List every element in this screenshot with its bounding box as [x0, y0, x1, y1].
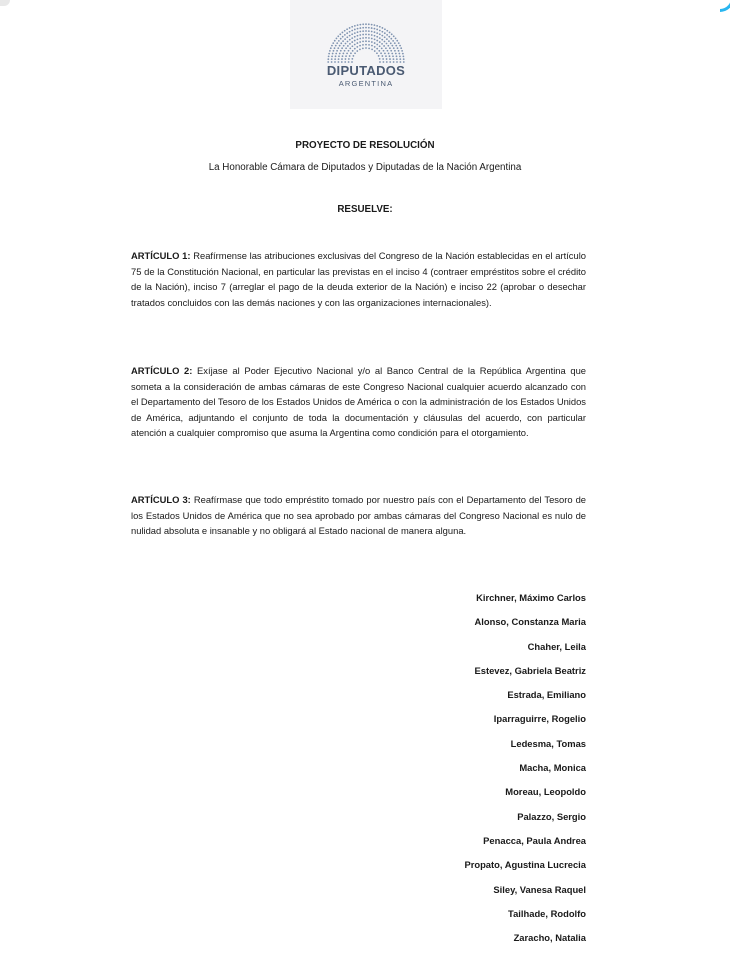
signer-name: Siley, Vanesa Raquel	[493, 883, 586, 895]
article-1	[131, 248, 586, 310]
corner-mark	[0, 0, 10, 6]
article-3	[131, 492, 586, 539]
signer-name: Estevez, Gabriela Beatriz	[474, 664, 586, 676]
corner-accent	[720, 0, 730, 12]
article-2-text: Exíjase al Poder Ejecutivo Nacional y/o al Banco Central de la República Argentina que someta a la consideración de ambas cámaras de este Congreso Nacional cualquier acuerdo alcanzado con el Departamento del Tesoro de los Estados Unidos de América o con la administración de los Estados Unidos de América, adjuntando el conjunto de toda la documentación y cláusulas del acuerdo, con particular atención a cualquier compromiso que asuma la Argentina como condición para el otorgamiento.	[131, 365, 587, 439]
signer-name: Penacca, Paula Andrea	[483, 834, 586, 846]
resolves-heading: RESUELVE:	[337, 204, 393, 215]
signers-list	[464, 590, 586, 954]
signer-name: Zaracho, Natalia	[513, 932, 586, 944]
signer-name: Palazzo, Sergio	[517, 810, 586, 822]
article-2-heading: ARTÍCULO 2:	[131, 365, 193, 376]
signer-name: Tailhade, Rodolfo	[508, 907, 586, 919]
article-1-text: Reafírmense las atribuciones exclusivas del Congreso de la Nación establecidas en el artículo 75 de la Constitución Nacional, en particular las previstas en el inciso 4 (contraer empréstitos sobre el crédito de la Nación), inciso 7 (arreglar el pago de la deuda exterior de la Nación) e inciso 22 (aprobar o desechar tratados concluidos con las demás naciones y con las organizaciones internacionales).	[131, 250, 587, 308]
signer-name: Alonso, Constanza Maria	[474, 616, 586, 628]
signer-name: Macha, Monica	[519, 762, 586, 774]
article-1-heading: ARTÍCULO 1:	[131, 250, 191, 261]
signer-name: Propato, Agustina Lucrecia	[464, 859, 586, 871]
signer-name: Iparraguirre, Rogelio	[493, 713, 586, 725]
signer-name: Chaher, Leila	[527, 640, 586, 652]
document-subtitle: La Honorable Cámara de Diputados y Diputadas de la Nación Argentina	[208, 162, 522, 173]
document-title: PROYECTO DE RESOLUCIÓN	[295, 140, 435, 151]
signer-name: Ledesma, Tomas	[510, 737, 586, 749]
signer-name: Kirchner, Máximo Carlos	[476, 592, 586, 603]
diputados-logo	[290, 0, 442, 109]
logo-name: DIPUTADOS	[326, 63, 406, 78]
signer-name: Estrada, Emiliano	[507, 689, 586, 701]
logo-country: ARGENTINA	[338, 79, 394, 88]
hemicycle-icon	[326, 20, 406, 64]
article-3-text: Reafírmase que todo empréstito tomado por nuestro país con el Departamento del Tesoro de los Estados Unidos de América que no sea aprobado por ambas cámaras del Congreso Nacional es nulo de nulidad absoluta e insanable y no obligará al Estado nacional de manera alguna.	[131, 494, 586, 537]
signer-name: Moreau, Leopoldo	[505, 786, 586, 798]
article-2	[131, 363, 586, 441]
article-3-heading: ARTÍCULO 3:	[131, 494, 191, 505]
